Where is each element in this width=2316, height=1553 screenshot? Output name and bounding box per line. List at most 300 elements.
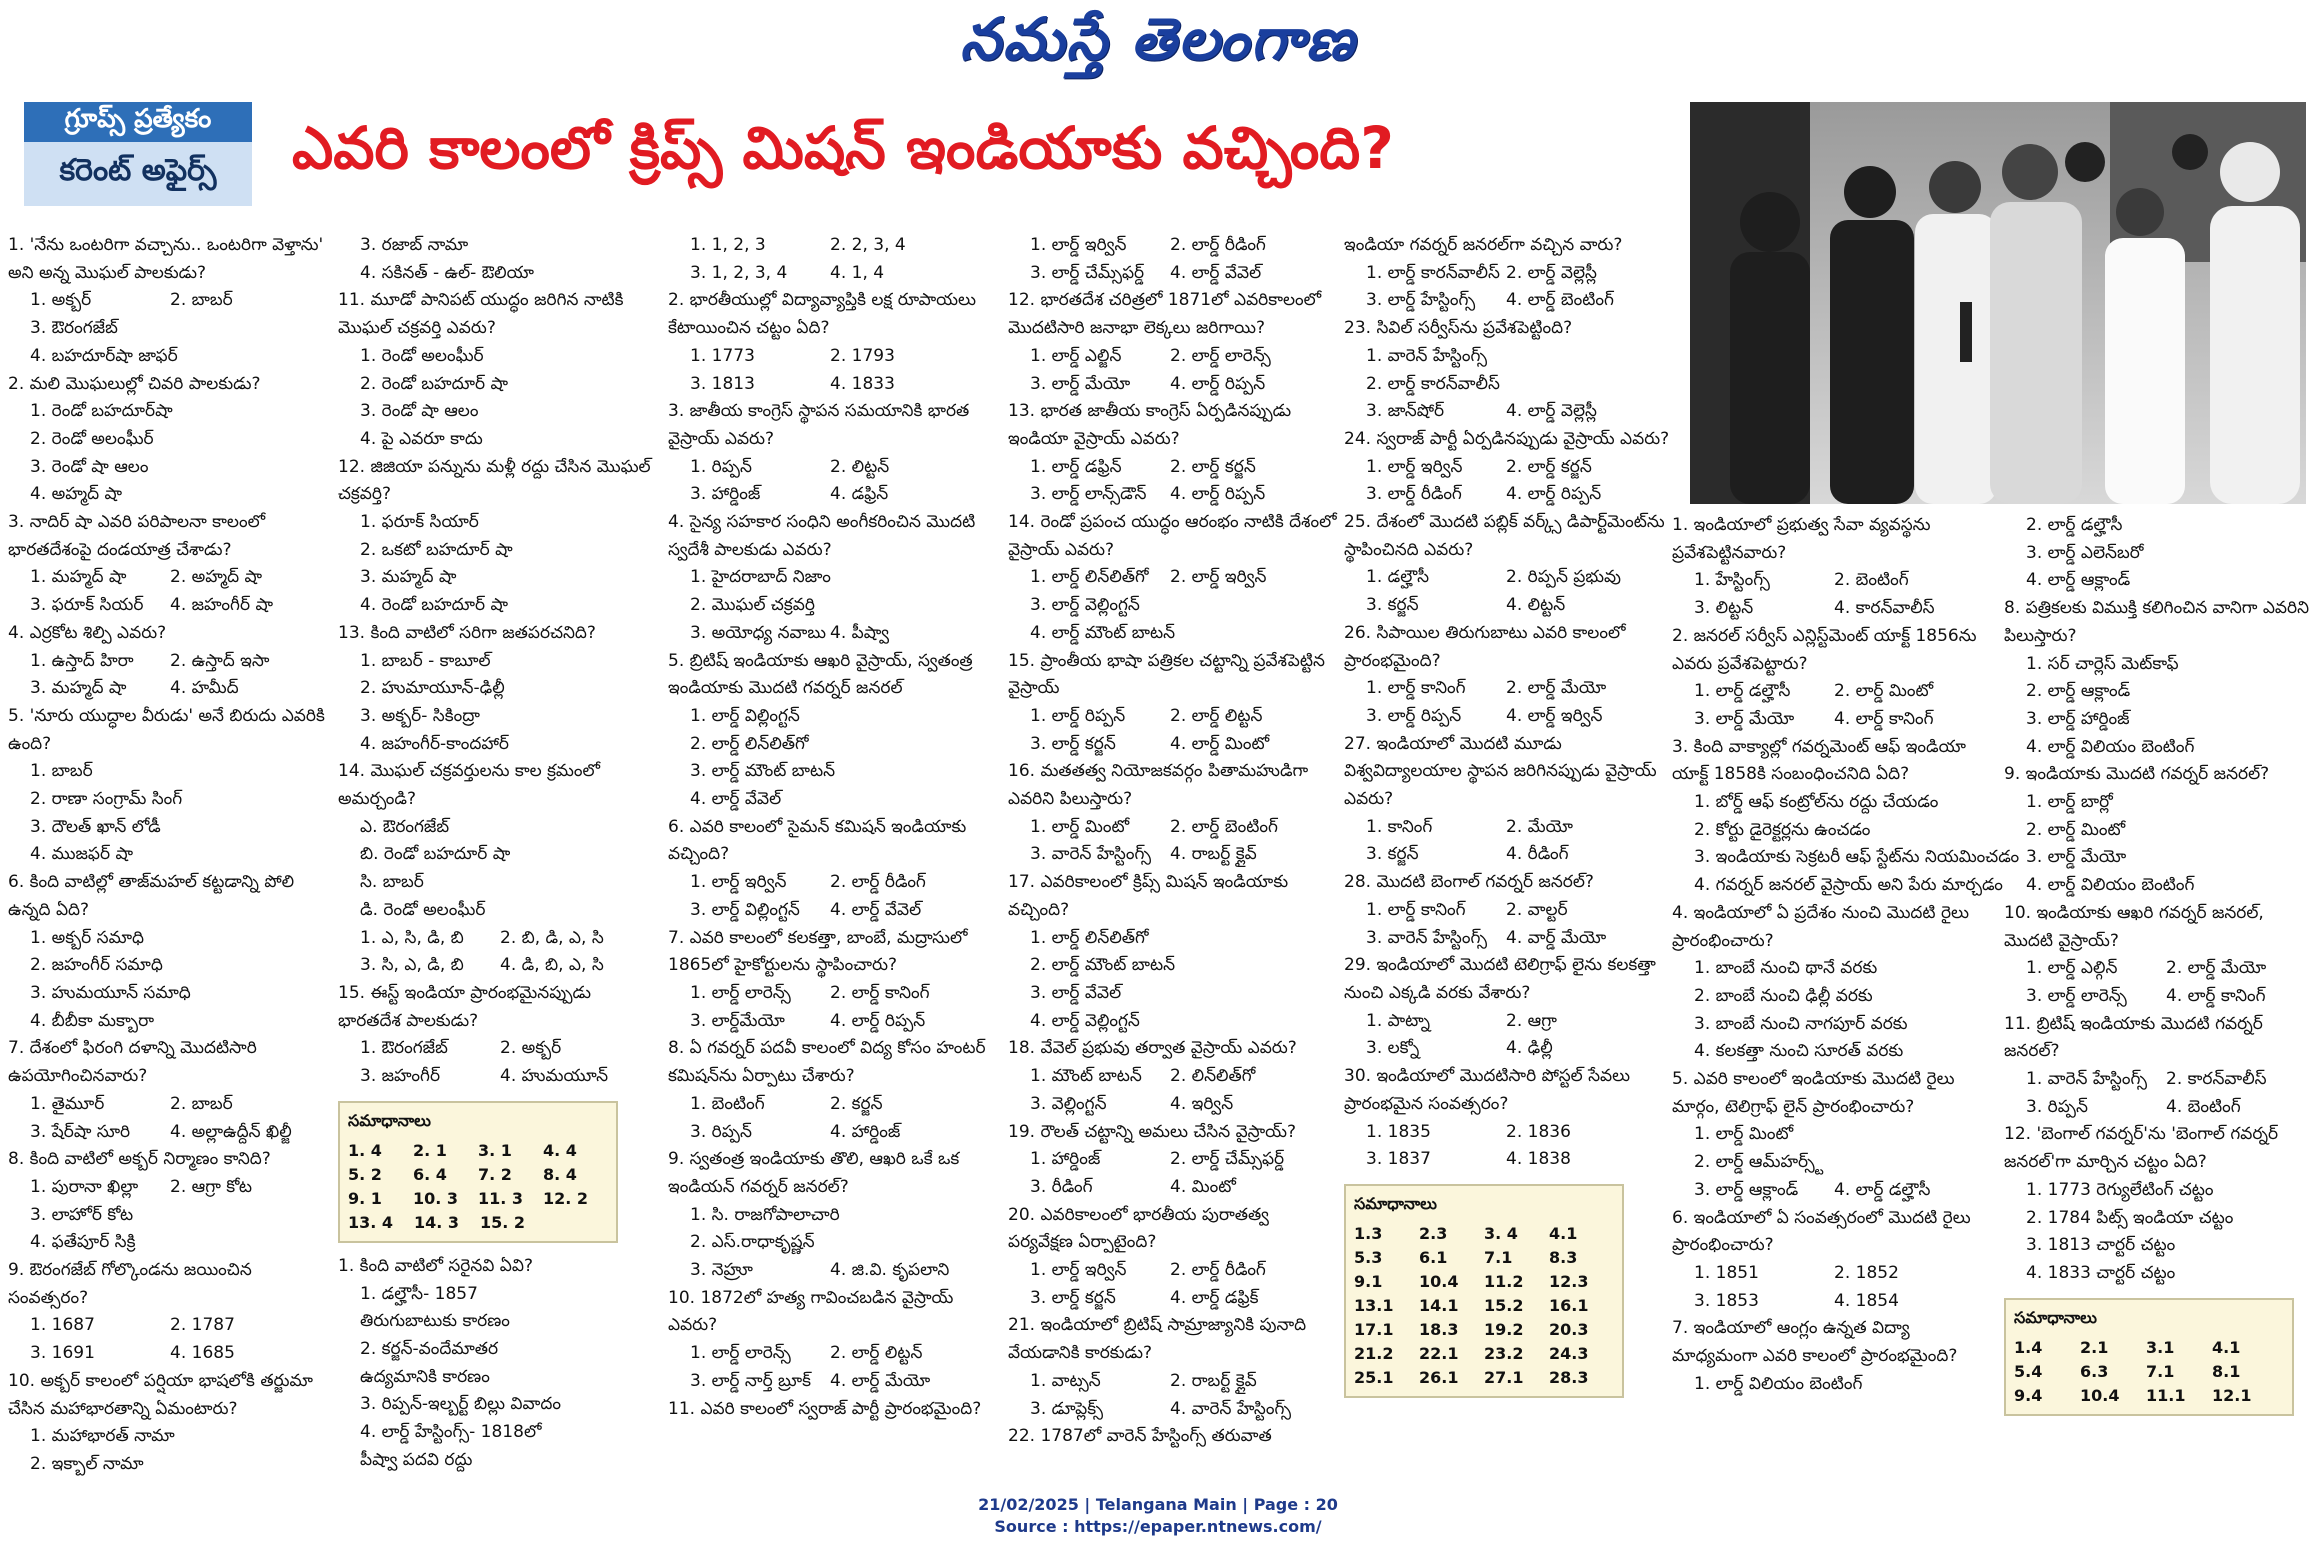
option: 2. 1852 bbox=[1834, 1262, 1899, 1283]
option: 3. ఫరూక్ సియర్ bbox=[30, 595, 144, 616]
question-text: 2. జనరల్ సర్వీస్ ఎన్లిస్ట్‌మెంట్ యాక్ట్ 1856ను ఎవరు ప్రవేశపెట్టారు? bbox=[1672, 625, 1982, 674]
option: 1. ఎ, సి, డి, బి bbox=[360, 927, 464, 948]
question bbox=[668, 1035, 1004, 1090]
option-row bbox=[1344, 925, 1674, 953]
question-text: 5. 'నూరు యుద్ధాల వీరుడు' అనే బిరుదు ఎవరికి ఉంది? bbox=[8, 705, 331, 754]
option: 3. 1813 చార్టర్ చట్టం bbox=[2026, 1235, 2176, 1256]
option: 2. వాల్టర్ bbox=[1506, 899, 1568, 920]
answers-row bbox=[348, 1211, 608, 1235]
section-tag-bottom: కరెంట్ అఫైర్స్ bbox=[24, 142, 252, 206]
question-text: 9. ఔరంగజేబ్ గోల్కొండను జయించిన సంవత్సరం? bbox=[8, 1260, 258, 1308]
option: 1. బాబర్ - కాబూల్ bbox=[360, 650, 491, 671]
answer-cell: 14. 3 bbox=[414, 1212, 460, 1232]
option-row bbox=[668, 869, 1004, 897]
option-row bbox=[668, 1340, 1004, 1368]
question-text: 10. 1872లో హత్య గావించబడిన వైస్రాయ్ ఎవరు? bbox=[668, 1287, 959, 1336]
option: 4. లార్డ్ డల్హౌసీ bbox=[1834, 1179, 1931, 1200]
question bbox=[1008, 1423, 1338, 1451]
option: 1. కానింగ్ bbox=[1366, 816, 1433, 837]
option: 2. ఎస్.రాధాకృష్ణన్ bbox=[690, 1232, 815, 1253]
option: 2. కర్జన్-వందేమాతర bbox=[360, 1338, 499, 1359]
option-row bbox=[8, 1340, 328, 1368]
option: 4. లార్డ్ డఫ్రిక్ bbox=[1170, 1287, 1259, 1308]
question bbox=[1344, 869, 1674, 897]
question bbox=[1344, 952, 1674, 1007]
option-row bbox=[1672, 706, 1998, 734]
option-row bbox=[1008, 1091, 1338, 1119]
option: 1. వారెన్ హేస్టింగ్స్ bbox=[1366, 345, 1488, 366]
option: 2. లార్డ్ ఆక్లాండ్ bbox=[2026, 681, 2131, 702]
option: 1. మహాభారత్ నామా bbox=[30, 1426, 175, 1447]
footer bbox=[0, 1494, 2316, 1538]
option: 4. 1838 bbox=[1506, 1149, 1571, 1170]
question-text: 20. ఎవరికాలంలో భారతీయ పురాతత్వ పర్యవేక్షణ ఏర్పాటైంది? bbox=[1008, 1204, 1275, 1253]
answer-cell: 10.4 bbox=[1419, 1271, 1459, 1291]
option: 3. లార్డ్ లాన్స్‌డౌన్ bbox=[1030, 484, 1147, 505]
option: 3. 1853 bbox=[1694, 1290, 1759, 1311]
option-row bbox=[1008, 1146, 1338, 1174]
option: 1. హైదరాబాద్ నిజాం bbox=[690, 567, 831, 588]
question-text: 30. ఇండియాలో మొదటిసారి పోస్టల్ సేవలు ప్రారంభమైన సంవత్సరం? bbox=[1344, 1066, 1636, 1114]
option: 1. లార్డ్ లారెన్స్ bbox=[690, 982, 791, 1003]
option: 4. లార్డ్ వేవెల్ bbox=[1170, 262, 1262, 283]
answer-cell: 15.2 bbox=[1484, 1295, 1524, 1315]
option: ఎ. ఔరంగజేబ్ bbox=[360, 816, 450, 837]
column-2 bbox=[338, 232, 657, 1474]
option: 3. కర్జన్ bbox=[1366, 595, 1419, 616]
answer-cell: 19.2 bbox=[1484, 1319, 1524, 1339]
question-text: 19. రౌలత్ చట్టాన్ని అమలు చేసిన వైస్రాయ్? bbox=[1008, 1121, 1297, 1142]
option: 3. వారెన్ హేస్టింగ్స్ bbox=[1366, 927, 1488, 948]
option-row bbox=[1008, 564, 1338, 592]
option-row bbox=[2004, 1066, 2310, 1094]
option: 2. లార్డ్ వెల్లెస్లీ bbox=[1506, 262, 1597, 283]
answer-cell: 2.1 bbox=[2080, 1337, 2109, 1357]
answer-cell: 12.3 bbox=[1549, 1271, 1589, 1291]
question-text: 1. కింది వాటిలో సరైనవి ఏవి? bbox=[338, 1255, 533, 1276]
option: 3. వారెన్ హేస్టింగ్స్ bbox=[1030, 844, 1152, 865]
question bbox=[1008, 398, 1338, 453]
option-row bbox=[8, 1119, 328, 1147]
option: డి. రెండో అలంఘీర్ bbox=[360, 899, 486, 920]
option: 1. మహ్మద్ షా bbox=[30, 567, 127, 588]
option-row bbox=[1672, 1260, 1998, 1288]
option: 3. మహ్మద్ షా bbox=[30, 678, 127, 699]
option-row bbox=[2004, 955, 2310, 983]
question-text: 3. కింది వాక్యాల్లో గవర్నమెంట్ ఆఫ్ ఇండియా యాక్ట్ 1858కి సంబంధించనిది ఏది? bbox=[1672, 736, 1972, 785]
option-row bbox=[668, 620, 1004, 648]
option: 4. లార్డ్ బెంటింగ్ bbox=[1506, 290, 1614, 311]
option: 1. బోర్డ్ ఆఫ్ కంట్రోల్‌ను రద్దు చేయడం bbox=[1694, 792, 1939, 813]
option: 1. బెంటింగ్ bbox=[690, 1093, 765, 1114]
option: 4. లార్డ్ వెల్లింగ్టన్ bbox=[1030, 1010, 1140, 1031]
option-row bbox=[1344, 1035, 1674, 1063]
option: 4. లార్డ్ విలియం బెంటింగ్ bbox=[2026, 736, 2195, 757]
option: 2. జహంగీర్ సమాధి bbox=[30, 955, 163, 976]
option: 4. రాబర్ట్ క్లైవ్ bbox=[1170, 844, 1257, 865]
answers-row bbox=[1354, 1270, 1614, 1294]
answer-cell: 22.1 bbox=[1419, 1343, 1459, 1363]
question-text: 15. ఈస్ట్ ఇండియా ప్రారంభమైనప్పుడు భారతదేశ పాలకుడు? bbox=[338, 982, 597, 1031]
answers-row bbox=[2014, 1336, 2284, 1360]
question bbox=[1344, 620, 1674, 675]
question bbox=[8, 232, 328, 287]
option-row bbox=[1344, 592, 1674, 620]
option-row bbox=[1672, 1288, 1998, 1316]
question bbox=[1672, 512, 1998, 567]
answer-cell: 8.1 bbox=[2212, 1361, 2241, 1381]
option: 2. రిప్పన్ ప్రభువు bbox=[1506, 567, 1621, 588]
option: 3. లార్డ్ మేయో bbox=[2026, 847, 2127, 868]
option: 2. లార్డ్ లారెన్స్ bbox=[1170, 345, 1271, 366]
option: 3. లార్డ్ విల్లింగ్టన్ bbox=[690, 899, 800, 920]
option: 3. బాంబే నుంచి నాగపూర్ వరకు bbox=[1694, 1013, 1908, 1034]
option: 4. డఫ్రిన్ bbox=[830, 484, 889, 505]
question-text: 6. కింది వాటిల్లో తాజ్‌మహల్ కట్టడాన్ని పోలి ఉన్నది ఏది? bbox=[8, 872, 300, 920]
option: 1. లార్డ్ బార్లో bbox=[2026, 792, 2113, 813]
option-row bbox=[1008, 731, 1338, 759]
question-text: 12. జిజియా పన్నును మళ్లీ రద్దు చేసిన మొఘల్ చక్రవర్తి? bbox=[338, 456, 657, 505]
option-row bbox=[1008, 1368, 1338, 1396]
answers-title: సమాధానాలు bbox=[1354, 1193, 1437, 1213]
option: 3. 1813 bbox=[690, 373, 755, 394]
question-text: 8. కింది వాటిలో అక్బర్ నిర్మాణం కానిది? bbox=[8, 1149, 271, 1170]
question bbox=[8, 869, 328, 924]
option: 3. 1, 2, 3, 4 bbox=[690, 262, 788, 283]
option-row bbox=[668, 260, 1004, 288]
question bbox=[338, 287, 654, 342]
answers-row bbox=[348, 1163, 608, 1187]
option: 1. 1773 bbox=[690, 345, 755, 366]
option-row bbox=[668, 1257, 1004, 1285]
option: 1. హార్డింజ్ bbox=[1030, 1149, 1101, 1170]
question bbox=[8, 509, 328, 564]
option: 1. వారెన్ హేస్టింగ్స్ bbox=[2026, 1069, 2148, 1090]
option: 2. రాబర్ట్ క్లైవ్ bbox=[1170, 1370, 1257, 1391]
option: 3. డూప్లెక్స్ bbox=[1030, 1398, 1104, 1419]
option: 4. ఢిల్లీ bbox=[1506, 1038, 1553, 1059]
question bbox=[668, 648, 1004, 703]
answer-cell: 26.1 bbox=[1419, 1367, 1459, 1387]
question-text: 11. బ్రిటిష్ ఇండియాకు మొదటి గవర్నర్ జనరల్? bbox=[2004, 1013, 2269, 1062]
answers-row bbox=[2014, 1360, 2284, 1384]
option: 1. సర్ చార్లెస్ మెట్‌కాఫ్ bbox=[2026, 653, 2179, 674]
option-row bbox=[1344, 287, 1674, 315]
option: 2. 2, 3, 4 bbox=[830, 235, 906, 255]
option: 2. ఆగ్రా bbox=[1506, 1010, 1557, 1031]
option: 1. లార్డ్ మింటో bbox=[1694, 1124, 1794, 1145]
option: 4. లార్డ్ హేస్టింగ్స్- 1818లో bbox=[360, 1422, 542, 1443]
option: 4. 1685 bbox=[170, 1343, 235, 1364]
option: 3. 1837 bbox=[1366, 1149, 1431, 1170]
question-text: 7. దేశంలో ఫిరంగి దళాన్ని మొదటిసారి ఉపయోగించినవారు? bbox=[8, 1038, 263, 1087]
question-text: 13. కింది వాటిలో సరిగా జతపరచనిది? bbox=[338, 622, 596, 643]
option: 2. కర్జన్ bbox=[830, 1093, 883, 1114]
answer-cell: 10.4 bbox=[2080, 1385, 2120, 1405]
option-row bbox=[1008, 481, 1338, 509]
answer-cell: 16.1 bbox=[1549, 1295, 1589, 1315]
question-text: 25. దేశంలో మొదటి పబ్లిక్ వర్క్స్ డిపార్ట్‌మెంట్‌ను స్థాపించినది ఎవరు? bbox=[1344, 512, 1671, 560]
column-7 bbox=[2004, 512, 2315, 1426]
answer-cell: 2.3 bbox=[1419, 1223, 1448, 1243]
question bbox=[2004, 1121, 2310, 1176]
question bbox=[8, 371, 328, 399]
option: 4. 1854 bbox=[1834, 1290, 1899, 1311]
answer-cell: 6.1 bbox=[1419, 1247, 1448, 1267]
option: 2. మొఘల్ చక్రవర్తి bbox=[690, 595, 815, 616]
option: 2. లార్డ్ రీడింగ్ bbox=[1170, 1260, 1266, 1281]
option-row bbox=[1344, 398, 1674, 426]
option: 4. లార్డ్ రిప్పన్ bbox=[1170, 373, 1266, 394]
option: 2. లార్డ్ కర్జన్ bbox=[1170, 456, 1256, 477]
option: 3. రిప్పన్-ఇల్బర్ట్ బిల్లు వివాదం bbox=[360, 1394, 561, 1415]
answer-cell: 17.1 bbox=[1354, 1319, 1394, 1339]
option: 1. లార్డ్ ఎల్జిన్ bbox=[1030, 345, 1122, 366]
option: 3. లాహోర్ కోట bbox=[30, 1204, 134, 1225]
option: 1. ఔరంగజేబ్ bbox=[360, 1038, 448, 1059]
option-row bbox=[1008, 371, 1338, 399]
option: 1. ఫరూక్ సియార్ bbox=[360, 512, 479, 533]
option: 3. నెహ్రూ bbox=[690, 1260, 753, 1281]
option: 4. లిట్టన్ bbox=[1506, 595, 1566, 616]
option-row bbox=[1672, 1177, 1998, 1205]
answer-cell: 21.2 bbox=[1354, 1343, 1394, 1363]
answer-cell: 8. 4 bbox=[543, 1164, 577, 1184]
question bbox=[1672, 1315, 1998, 1370]
option: 2. లిన్‌లిత్‌గో bbox=[1170, 1066, 1256, 1087]
option: 3. రజాబ్ నామా bbox=[360, 235, 469, 255]
headline: ఎవరి కాలంలో క్రిప్స్ మిషన్ ఇండియాకు వచ్చింది? bbox=[292, 113, 1394, 182]
option: 4. అల్లాఉద్దీన్ ఖిల్జీ bbox=[170, 1121, 292, 1142]
answers-row bbox=[348, 1139, 608, 1163]
question-text: 2. మలి మొఘలుల్లో చివరి పాలకుడు? bbox=[8, 373, 261, 394]
option: 1. లార్డ్ డఫ్రిన్ bbox=[1030, 456, 1122, 477]
option: 1. రిప్పన్ bbox=[690, 456, 752, 477]
option-row bbox=[338, 1063, 654, 1091]
answers-row bbox=[348, 1187, 608, 1211]
question bbox=[8, 1368, 328, 1423]
option: 2. అహ్మద్ షా bbox=[170, 567, 263, 588]
option-row bbox=[668, 1368, 1004, 1396]
answer-cell: 5.3 bbox=[1354, 1247, 1383, 1267]
option-row bbox=[8, 1312, 328, 1340]
option: 3. లార్డ్ కర్జన్ bbox=[1030, 733, 1116, 754]
option: 2. లార్డ్ కానింగ్ bbox=[830, 982, 930, 1003]
option: 4. లార్డ్ రిప్పన్ bbox=[1170, 484, 1266, 505]
question-text: 14. రెండో ప్రపంచ యుద్ధం ఆరంభం నాటికి దేశంలో వైస్రాయ్ ఎవరు? bbox=[1008, 512, 1342, 560]
answer-cell: 28.3 bbox=[1549, 1367, 1589, 1387]
question bbox=[1008, 1119, 1338, 1147]
option: 2. 1784 పిట్స్ ఇండియా చట్టం bbox=[2026, 1207, 2234, 1228]
option: 3. లార్డ్ చేమ్స్‌ఫర్డ్ bbox=[1030, 262, 1145, 283]
answer-cell: 1.3 bbox=[1354, 1223, 1383, 1243]
question bbox=[668, 1146, 1004, 1201]
answer-cell: 5.4 bbox=[2014, 1361, 2043, 1381]
option: 4. 1, 4 bbox=[830, 262, 885, 283]
option: 4. బీబీకా మక్బారా bbox=[30, 1010, 155, 1031]
option: 2. లిట్టన్ bbox=[830, 456, 890, 477]
answers-row bbox=[1354, 1318, 1614, 1342]
option-row bbox=[8, 287, 328, 315]
option: 3. ఔరంగజేబ్ bbox=[30, 318, 118, 339]
option: 4. లార్డ్ రిప్పన్ bbox=[830, 1010, 926, 1031]
question bbox=[2004, 595, 2315, 650]
option: 2. కోర్టు డైరెక్టర్లను ఉంచడం bbox=[1694, 819, 1871, 840]
option: 1. బాబర్ bbox=[30, 761, 93, 782]
question bbox=[1672, 1066, 1998, 1121]
option: 2. లార్డ్ బెంటింగ్ bbox=[1170, 816, 1278, 837]
option: 4. 1833 bbox=[830, 373, 895, 394]
question-text: 10. అక్బర్ కాలంలో పర్షియా భాషలోకి తర్జుమా చేసిన మహాభారతాన్ని ఏమంటారు? bbox=[8, 1370, 319, 1419]
option: 3. లార్డ్ కర్జన్ bbox=[1030, 1287, 1116, 1308]
option-row bbox=[1008, 703, 1338, 731]
question bbox=[1008, 287, 1338, 342]
option: 3. అక్బర్- సికింద్రా bbox=[360, 705, 480, 726]
option-row bbox=[1344, 1146, 1674, 1174]
option: 4. ఇర్విన్ bbox=[1170, 1093, 1234, 1114]
question bbox=[1672, 623, 1998, 678]
question-text: 14. మొఘల్ చక్రవర్తులను కాల క్రమంలో అమర్చండి? bbox=[338, 761, 606, 810]
question bbox=[1344, 509, 1674, 564]
option: 1. వాట్సన్ bbox=[1030, 1370, 1101, 1391]
question-text: ఇండియా గవర్నర్ జనరల్‌గా వచ్చిన వారు? bbox=[1344, 235, 1623, 255]
answer-cell: 14.1 bbox=[1419, 1295, 1459, 1315]
answer-cell: 11.2 bbox=[1484, 1271, 1524, 1291]
question-text: 4. ఎర్రకోట శిల్పి ఎవరు? bbox=[8, 622, 167, 643]
question-text: 22. 1787లో వారెన్ హేస్టింగ్స్ తరువాత bbox=[1008, 1426, 1272, 1447]
option: 3. లార్డ్ రిప్పన్ bbox=[1366, 705, 1462, 726]
option: 2. లార్డ్ ఇర్విన్ bbox=[1170, 567, 1267, 588]
option: 3. రెండో షా ఆలం bbox=[30, 456, 149, 477]
question bbox=[8, 1035, 328, 1090]
answer-cell: 7.1 bbox=[2146, 1361, 2175, 1381]
option: 2. లార్డ్ మేయో bbox=[1506, 678, 1607, 699]
option: 1. డల్హౌసీ- 1857 bbox=[360, 1283, 478, 1304]
option: 2. రెండో అలంఘీర్ bbox=[30, 428, 154, 449]
question bbox=[2004, 900, 2310, 955]
option: 1. లార్డ్ లిన్‌లిత్‌గో bbox=[1030, 567, 1149, 588]
option: 2. ఆగ్రా కోట bbox=[170, 1176, 252, 1197]
question bbox=[2004, 761, 2310, 789]
question-text: 8. పత్రికలకు విముక్తి కలిగించిన వానిగా ఎవరిని పిలుస్తారు? bbox=[2004, 598, 2315, 646]
option: 3. వెల్లింగ్టన్ bbox=[1030, 1093, 1107, 1114]
option: 2. లార్డ్ రీడింగ్ bbox=[830, 872, 926, 893]
question bbox=[1672, 1205, 1998, 1260]
option: 4. రీడింగ్ bbox=[1506, 844, 1569, 865]
option: 4. జహంగీర్-కాందహార్ bbox=[360, 733, 509, 754]
option: 3. సి, ఎ, డి, బి bbox=[360, 955, 464, 976]
option: 4. లార్డ్ ఆక్లాండ్ bbox=[2026, 570, 2131, 591]
question bbox=[1008, 1035, 1338, 1063]
option: 1. సి. రాజగోపాలాచారి bbox=[690, 1204, 840, 1225]
question bbox=[668, 814, 1004, 869]
option: 3. అయోధ్య నవాబు bbox=[690, 622, 826, 643]
answer-cell: 7.1 bbox=[1484, 1247, 1513, 1267]
option: 4. సకినత్ - ఉల్- ఔలియా bbox=[360, 262, 534, 283]
answers-title: సమాధానాలు bbox=[2014, 1307, 2097, 1327]
question-text: 5. బ్రిటిష్ ఇండియాకు ఆఖరి వైస్రాయ్, స్వతంత్ర ఇండియాకు మొదటి గవర్నర్ జనరల్ bbox=[668, 650, 979, 699]
option: 1. 1773 రెగ్యులేటింగ్ చట్టం bbox=[2026, 1179, 2214, 1200]
option: 1. రెండో అలంఘీర్ bbox=[360, 345, 484, 366]
option: 2. లార్డ్ లిట్టన్ bbox=[1170, 705, 1263, 726]
answer-cell: 13.1 bbox=[1354, 1295, 1394, 1315]
option-row bbox=[8, 1174, 328, 1202]
option: 1. లార్డ్ డల్హౌసీ bbox=[1694, 681, 1791, 702]
option: 4. హార్డింజ్ bbox=[830, 1121, 901, 1142]
question bbox=[8, 1146, 328, 1174]
option: 4. కారన్‌వాలీస్ bbox=[1834, 598, 1935, 619]
question-text: 3. జాతీయ కాంగ్రెస్ స్థాపన సమయానికి భారత వైస్రాయ్ ఎవరు? bbox=[668, 401, 975, 449]
answer-cell: 1.4 bbox=[2014, 1337, 2043, 1357]
option: 2. బాబర్ bbox=[170, 290, 233, 311]
option: 4. లార్డ్ ఇర్విన్ bbox=[1506, 705, 1603, 726]
option: 2. లార్డ్ లిట్టన్ bbox=[830, 1343, 923, 1364]
option: 2. బాంబే నుంచి ఢిల్లీ వరకు bbox=[1694, 985, 1873, 1006]
option: 3. జాన్‌షోర్ bbox=[1366, 401, 1445, 422]
option-row bbox=[8, 675, 328, 703]
option-row bbox=[1008, 1063, 1338, 1091]
option-row bbox=[668, 1119, 1004, 1147]
answer-cell: 5. 2 bbox=[348, 1164, 382, 1184]
option: 4. లార్డ్ కానింగ్ bbox=[2166, 985, 2266, 1006]
option: 4. మింటో bbox=[1170, 1176, 1236, 1197]
question-text: 10. ఇండియాకు ఆఖరి గవర్నర్ జనరల్, మొదటి వైస్రాయ్? bbox=[2004, 902, 2270, 951]
question-text: 4. ఇండియాలో ఏ ప్రదేశం నుంచి మొదటి రైలు ప్రారంభించారు? bbox=[1672, 902, 1975, 951]
answers-row bbox=[1354, 1366, 1614, 1390]
answer-cell: 4.1 bbox=[1549, 1223, 1578, 1243]
option: 3. లార్డ్ హార్డింజ్ bbox=[2026, 708, 2130, 729]
option: 4. జి.వి. కృపలాని bbox=[830, 1260, 950, 1281]
question-text: 1. 'నేను ఒంటరిగా వచ్చాను.. ఒంటరిగా వెళ్తాను' అని అన్న మొఘల్ పాలకుడు? bbox=[8, 235, 329, 283]
question bbox=[338, 1253, 654, 1281]
answer-cell: 9.4 bbox=[2014, 1385, 2043, 1405]
option: 1. 1851 bbox=[1694, 1262, 1759, 1283]
option: 3. 1691 bbox=[30, 1343, 95, 1364]
option: 4. 1833 చార్టర్ చట్టం bbox=[2026, 1262, 2176, 1283]
option: 3. లార్డ్ వెల్లింగ్టన్ bbox=[1030, 595, 1140, 616]
option: 4. డి, బి, ఎ, సి bbox=[500, 955, 604, 976]
question bbox=[668, 1396, 1004, 1424]
option: 2. లార్డ్ ఆమ్‌హర్స్ట్ bbox=[1694, 1152, 1824, 1173]
answer-cell: 3.1 bbox=[2146, 1337, 2175, 1357]
option: 1. లార్డ్ విలియం బెంటింగ్ bbox=[1694, 1373, 1863, 1394]
answer-cell: 20.3 bbox=[1549, 1319, 1589, 1339]
option-row bbox=[1008, 454, 1338, 482]
option: 2. రెండో బహదూర్ షా bbox=[360, 373, 508, 394]
option-row bbox=[668, 897, 1004, 925]
question-text: 7. ఎవరి కాలంలో కలకత్తా, బాంబే, మద్రాసులో 1865లో హైకోర్టులను స్థాపించారు? bbox=[668, 927, 973, 976]
option-row bbox=[1344, 841, 1674, 869]
question bbox=[668, 925, 1004, 980]
option-row bbox=[668, 980, 1004, 1008]
option: 1. తైమూర్ bbox=[30, 1093, 105, 1114]
option: 1. అక్బర్ సమాధి bbox=[30, 927, 145, 948]
question bbox=[1008, 758, 1338, 813]
option-row bbox=[668, 454, 1004, 482]
section-tag bbox=[24, 102, 252, 206]
option-row bbox=[1344, 260, 1674, 288]
question-text: 3. నాదిర్ షా ఎవరి పరిపాలనా కాలంలో భారతదేశంపై దండయాత్ర చేశాడు? bbox=[8, 512, 271, 560]
option: తిరుగుబాటుకు కారణం bbox=[360, 1311, 510, 1332]
answer-cell: 6. 4 bbox=[413, 1164, 447, 1184]
masthead bbox=[0, 0, 2316, 92]
option: 3. ఇండియాకు సెక్రటరీ ఆఫ్ స్టేట్‌ను నియమించడం bbox=[1694, 847, 2020, 868]
question bbox=[8, 1257, 328, 1312]
option: 1. అక్బర్ bbox=[30, 290, 92, 311]
option-row bbox=[8, 592, 328, 620]
option-row bbox=[1008, 841, 1338, 869]
option: 3. లార్డ్ ఆక్లాండ్ bbox=[1694, 1179, 1799, 1200]
